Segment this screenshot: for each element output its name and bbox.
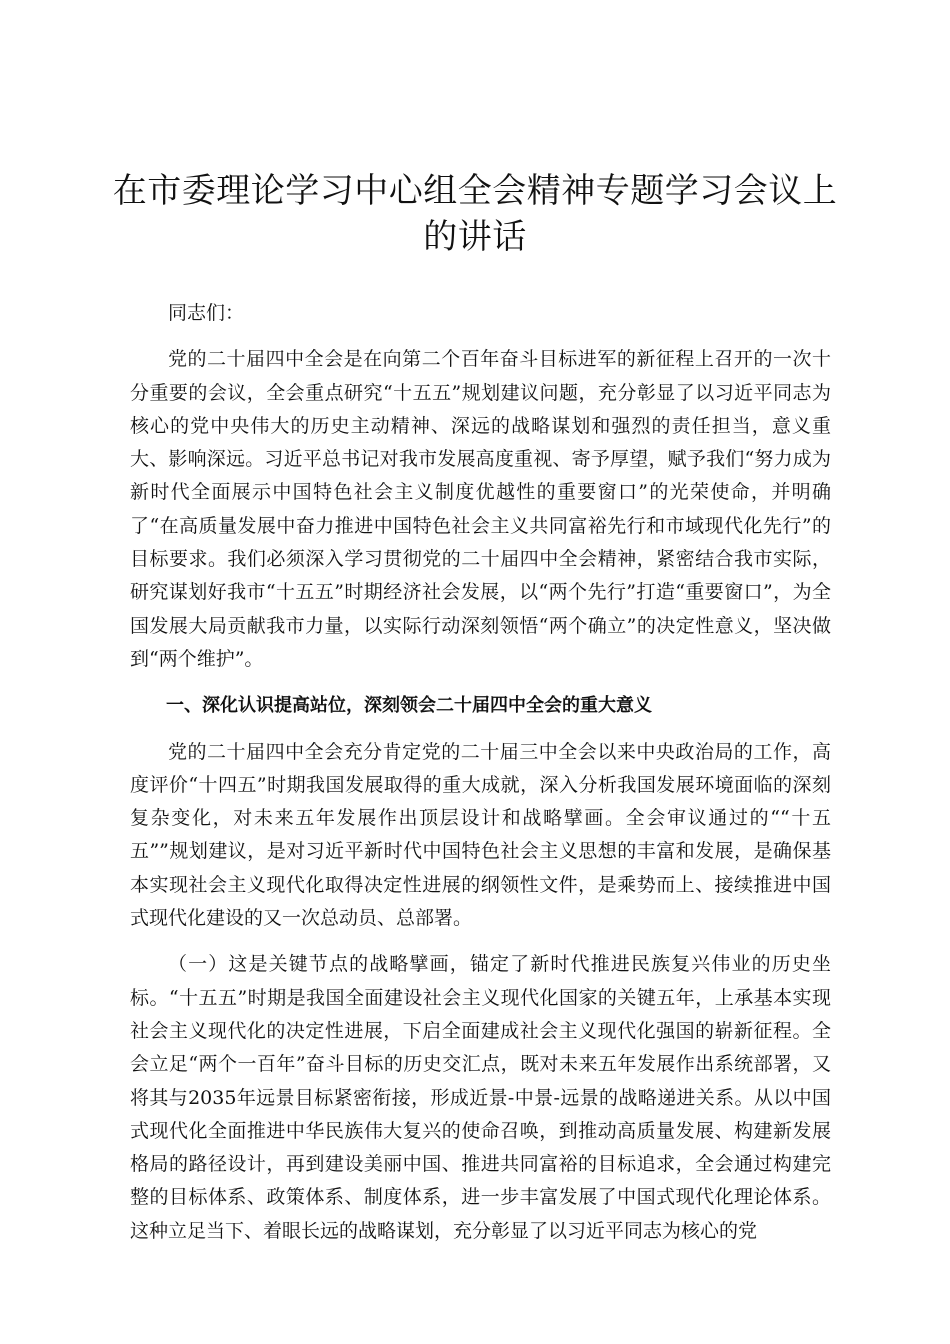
section-heading: 一、深化认识提高站位，深刻领会二十届四中全会的重大意义 [166, 695, 652, 717]
salutation: 同志们： [168, 302, 245, 324]
intro-paragraph: 党的二十届四中全会是在向第二个百年奋斗目标进军的新征程上召开的一次十分重要的会议，全会重点研究“十五五”规划建议问题，充分彰显了以习近平同志为核心的党中央伟大的历史主动精神、深远的战略谋划和强烈的责任担当，意义重大、影响深远。习近平总书记对我市发展高度重视、寄予厚望，赋予我们“努力成为新时代全面展示中国特色社会主义制度优越性的重要窗口”的光荣使命，并明确了“在高质量发展中奋力推进中国特色社会主义共同富裕先行和市域现代化先行”的目标要求。我们必须深入学习贯彻党的二十届四中全会精神，紧密结合我市实际，研究谋划好我市“十五五”时期经济社会发展，以“两个先行”打造“重要窗口”，为全国发展大局贡献我市力量，以实际行动深刻领悟“两个确立”的决定性意义，坚决做到“两个维护”。 [130, 348, 831, 670]
section-paragraph-1: 党的二十届四中全会充分肯定党的二十届三中全会以来中央政治局的工作，高度评价“十四五”时期我国发展取得的重大成就，深入分析我国发展环境面临的深刻复杂变化，对未来五年发展作出顶层设计和战略擘画。全会审议通过的““十五五””规划建议，是对习近平新时代中国特色社会主义思想的丰富和发展，是确保基本实现社会主义现代化取得决定性进展的纲领性文件，是乘势而上、接续推进中国式现代化建设的又一次总动员、总部署。 [130, 740, 831, 930]
section-paragraph-2: （一）这是关键节点的战略擘画，锚定了新时代推进民族复兴伟业的历史坐标。“十五五”时期是我国全面建设社会主义现代化国家的关键五年，上承基本实现社会主义现代化的决定性进展，下启全面建成社会主义现代化强国的崭新征程。全会立足“两个一百年”奋斗目标的历史交汇点，既对未来五年发展作出系统部署，又将其与2035年远景目标紧密衔接，形成近景-中景-远景的战略递进关系。从以中国式现代化全面推进中华民族伟大复兴的使命召唤，到推动高质量发展、构建新发展格局的路径设计，再到建设美丽中国、推进共同富裕的目标追求，全会通过构建完整的目标体系、政策体系、制度体系，进一步丰富发展了中国式现代化理论体系。这种立足当下、着眼长远的战略谋划，充分彰显了以习近平同志为核心的党 [130, 953, 831, 1242]
document-title: 在市委理论学习中心组全会精神专题学习会议上的讲话 [112, 171, 838, 257]
document-body [130, 297, 831, 1261]
